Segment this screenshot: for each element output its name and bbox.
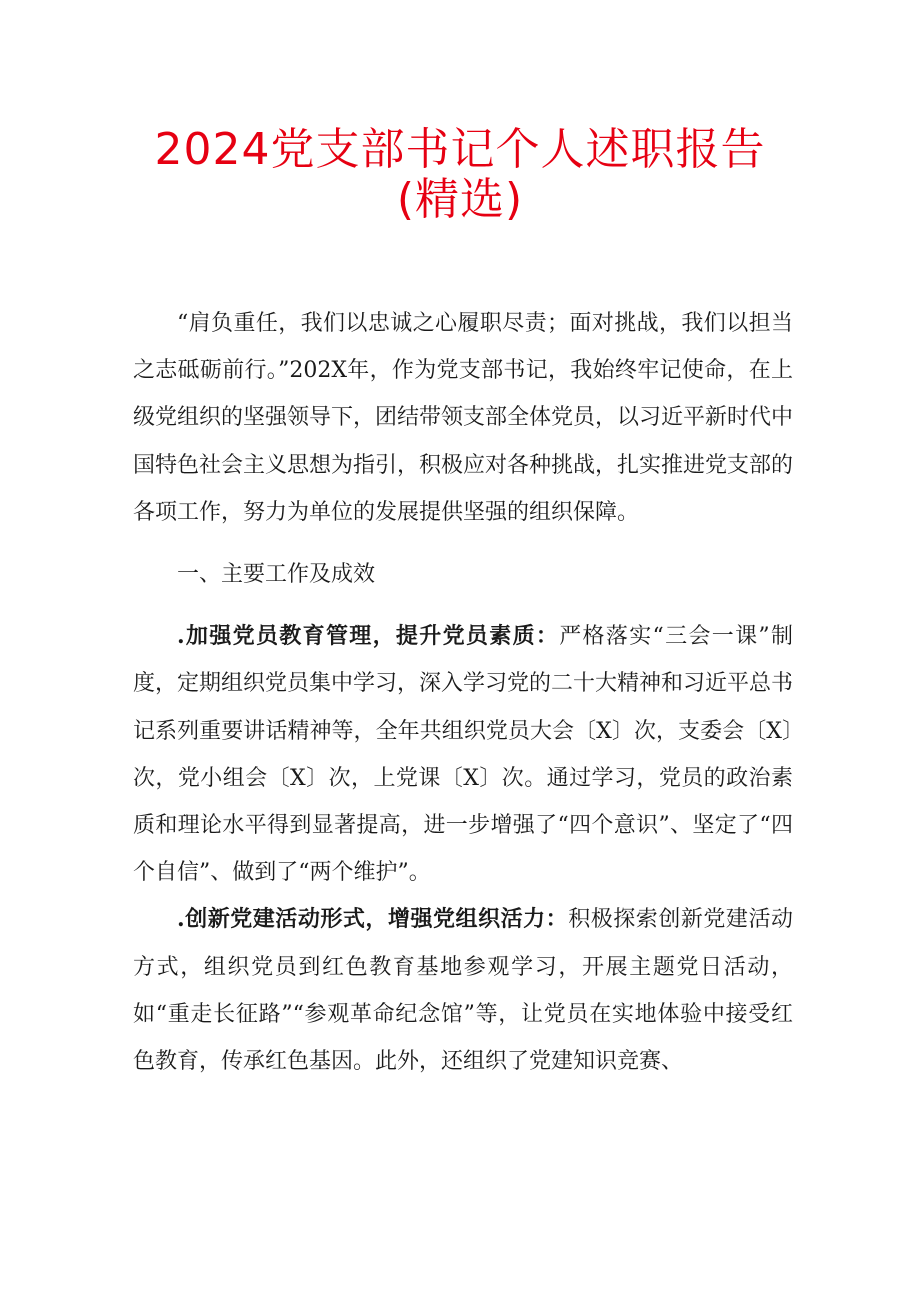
item-paragraph-1 <box>133 613 793 896</box>
document-body <box>133 300 793 1085</box>
item-text-1: 严格落实“三会一课”制度，定期组织党员集中学习，深入学习党的二十大精神和习近平总书记系列重要讲话精神等，全年共组织党员大会〔X〕次，支委会〔X〕次，党小组会〔X〕次，上党课〔X〕次。通过学习，党员的政治素质和理论水平得到显著提高，进一步增强了“四个意识”、坚定了“四个自信”、做到了“两个维护”。 <box>133 624 794 886</box>
item-lead-2: .创新党建活动形式，增强党组织活力： <box>177 906 569 933</box>
item-lead-1: .加强党员教育管理，提升党员素质： <box>177 623 560 650</box>
document-title: 2024党支部书记个人述职报告 <box>154 124 766 175</box>
section-heading: 一、主要工作及成效 <box>177 562 376 588</box>
item-paragraph-2 <box>133 896 793 1085</box>
intro-paragraph: “肩负重任，我们以忠诚之心履职尽责；面对挑战，我们以担当之志砥砺前行。”202X年，作为党支部书记，我始终牢记使命，在上级党组织的坚强领导下，团结带领支部全体党员，以习近平新时代中国特色社会主义思想为指引，积极应对各种挑战，扎实推进党支部的各项工作，努力为单位的发展提供坚强的组织保障。 <box>133 311 794 525</box>
document-subtitle: (精选) <box>396 174 524 225</box>
item-text-2: 积极探索创新党建活动方式，组织党员到红色教育基地参观学习，开展主题党日活动，如“重走长征路”“参观革命纪念馆”等，让党员在实地体验中接受红色教育，传承红色基因。此外，还组织了党建知识竞赛、 <box>133 907 793 1075</box>
